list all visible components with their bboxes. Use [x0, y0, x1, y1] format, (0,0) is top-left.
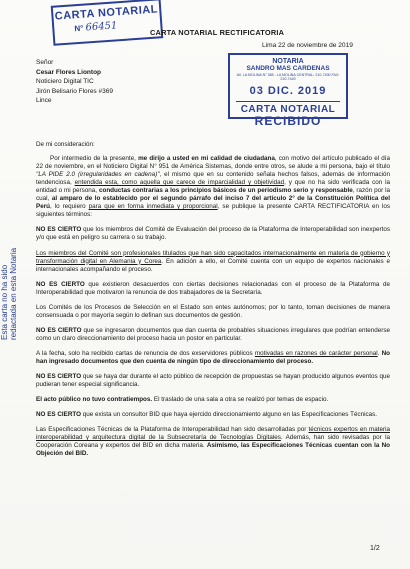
letter-body	[36, 141, 390, 465]
side-note-line1: Esta carta no ha sido	[0, 264, 9, 340]
received-stamp-date: 03 DIC. 2019	[249, 85, 327, 97]
side-note-line2: redactada en esta Notaria	[9, 247, 18, 340]
document-title: CARTA NOTARIAL RECTIFICATORIA	[150, 28, 285, 37]
side-note	[0, 247, 18, 340]
received-stamp	[228, 53, 348, 128]
paragraph-9: El acto público no tuvo contratiempos. El traslado de una sala a otra se realizó por temas de espacio.	[36, 396, 329, 404]
received-stamp-line5: RECIBIDO	[254, 114, 322, 128]
address-salutation: Señor	[36, 59, 54, 66]
notarial-stamp-title: CARTA NOTARIAL	[54, 3, 159, 23]
paragraph-8: NO ES CIERTO que se haya dar durante el acto público de recepción de propuestas se hayan producido algunos eventos que pudieran tener especial significancia.	[36, 373, 390, 389]
recipient-address	[36, 58, 113, 106]
paragraph-1: Por intermedio de la presente, me dirijo a usted en mi calidad de ciudadana, con motivo del artículo publicado el día 22 de noviembre, en el Noticiero Digital N° 951 de América Sistemas, donde entre otros, se alude a mi persona, bajo el título "LA PIDE 2.0 (irregularidades en cadena)", el mismo que en su contenido señala hechos falsos, además de información tendenciosa, entendida esta, como aquella que carece de imparcialidad y objetividad, y que no ha sido verificada con la entidad o mi persona, conductas contrarias a los principios básicos de un periodismo serio y responsable, razón por la cual, al amparo de lo establecido por el segundo párrafo del inciso 7 del artículo 2° de la Constitución Política del Perú, lo requiero para que en forma inmediata y proporcional, se publique la presente CARTA RECTIFICATORIA en los siguientes términos:	[36, 155, 391, 219]
address-name: Cesar Flores Liontop	[36, 68, 102, 76]
address-line4: Lince	[36, 97, 52, 105]
received-stamp-line3: AV. LA MOLINA N° 385 - LA MOLINA CENTRAL: 210-7400 FAX: 210-7440	[236, 73, 340, 81]
paragraph-4: NO ES CIERTO que existieron desacuerdos con ciertas decisiones relacionadas con el proceso de la Plataforma de Interoperabilidad que motivaron la renuncia de dos trabajadores de la Secretaría.	[36, 280, 390, 296]
notarial-stamp	[51, 0, 164, 46]
paragraph-5: Los Comités de los Procesos de Selección en el Estado son entes autónomos; por lo tanto, toman decisiones de manera consensuada o por mayoría según lo definan sus documentos de gestión.	[36, 303, 390, 319]
paragraph-6: NO ES CIERTO que se ingresaron documentos que dan cuenta de probables situaciones irregulares que podrían entenderse como un claro direccionamiento del proceso hacia un postor en particular.	[36, 326, 390, 342]
paragraph-11: Las Especificaciones Técnicas de la Plataforma de Interoperabilidad han sido desarrolladas por técnicos expertos en materia interoperabilidad y arquitectura digital de la Subsecretaría de Tecnologías Digitales. Además, han sido revisadas por la Cooperación Coreana y expertos del BID en dicha materia. Asimismo, las Especificaciones Técnicas cuentan con la No Objeción del BID.	[36, 426, 390, 458]
received-stamp-line4: CARTA NOTARIAL	[236, 101, 340, 115]
paragraph-2: NO ES CIERTO que los miembros del Comité de Evaluación del proceso de la Plataforma de Interoperabilidad son inexpertos y/o que está en peligro su carrera o su trabajo.	[36, 226, 390, 242]
received-stamp-line2: SANDRO MAS CARDENAS	[246, 65, 330, 72]
address-line3: Jirón Belisario Flores #369	[36, 87, 113, 95]
paragraph-7: A la fecha, solo ha recibido cartas de renuncia de dos exservidores públicos motivadas en razones de carácter personal. No han ingresado documentos que den cuenta de ningún tipo de direccionamiento del proceso.	[36, 349, 390, 365]
page-number: 1/2	[370, 545, 380, 552]
address-line2: Noticiero Digital TIC	[36, 78, 94, 86]
letter-date: Lima 22 de noviembre de 2019	[262, 42, 353, 49]
paragraph-10: NO ES CIERTO que exista un consultor BID que haya ejercido direccionamiento alguno en las Especificaciones Técnicas.	[36, 411, 378, 419]
paragraph-3: Los miembros del Comité son profesionales titulados que han sido capacitados internacionalmente en materia de gobierno y transformación digital en Alemania y Corea. En adición a ello, el Comité cuenta con un equipo de expertos nacionales e internacionales acompañando el proceso.	[36, 249, 390, 273]
received-stamp-line1: NOTARIA	[272, 58, 304, 65]
greeting: De mi consideración:	[36, 141, 95, 148]
notarial-stamp-number: N° 66451	[74, 20, 118, 34]
